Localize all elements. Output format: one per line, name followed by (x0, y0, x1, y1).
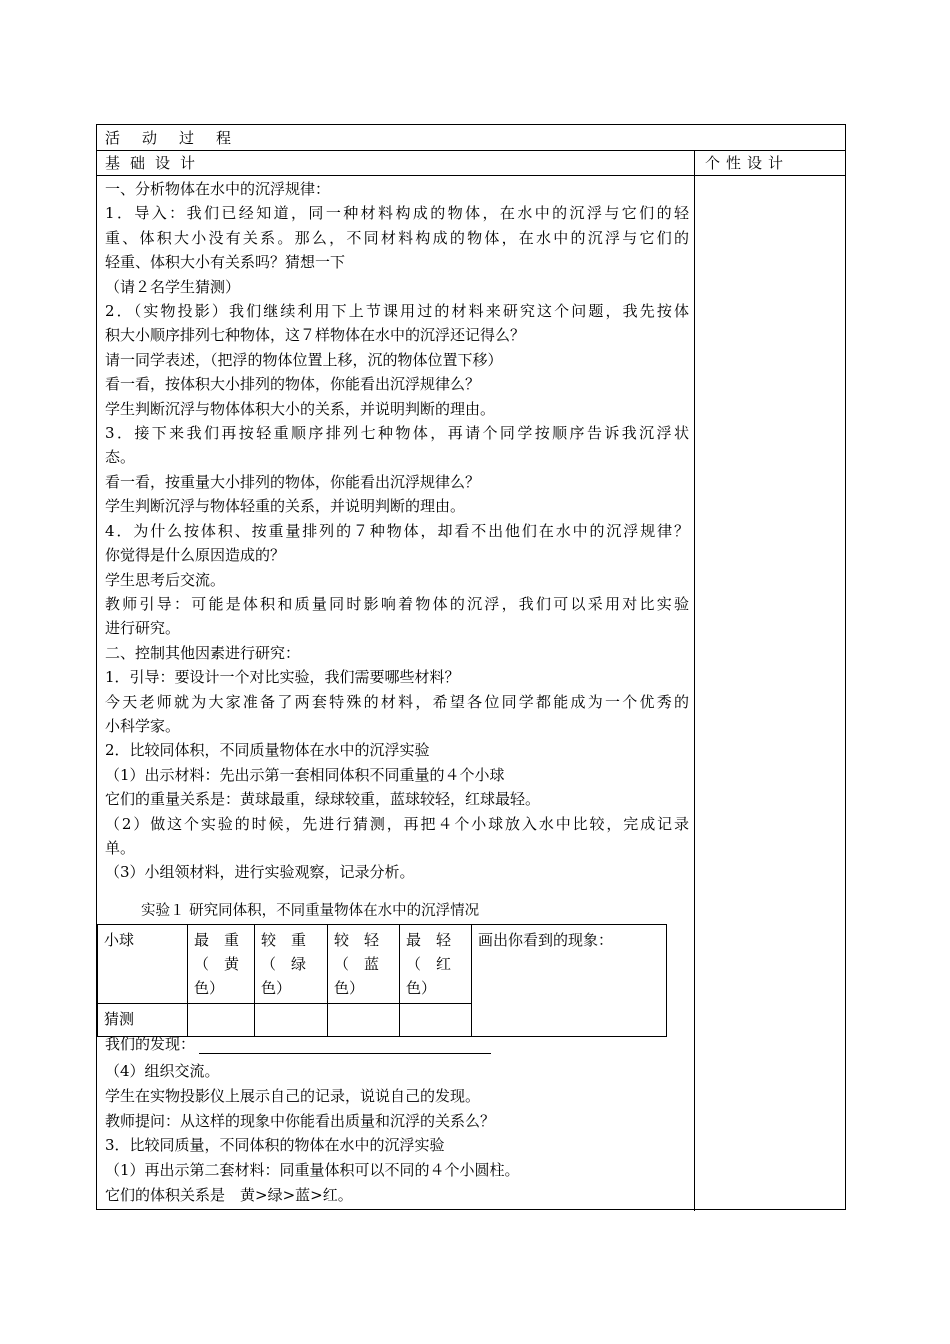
content-line: 态。 (105, 448, 136, 467)
table-cell-empty (400, 1004, 472, 1037)
table-cell-lightest (400, 925, 472, 1004)
basic-design-title: 基础设计 (105, 154, 206, 172)
cell-text: 最 重 (194, 931, 240, 949)
content-line: 它们的体积关系是 黄>绿>蓝>红。 (105, 1185, 353, 1204)
cell-text: 画出你看到的现象： (478, 931, 614, 949)
cell-text: 较 轻 (334, 931, 380, 949)
lesson-plan-table (96, 124, 846, 1210)
design-header-row (97, 151, 845, 176)
content-line: 学生判断沉浮与物体体积大小的关系，并说明判断的理由。 (105, 399, 496, 418)
table-row (98, 925, 667, 1004)
content-line: 它们的重量关系是：黄球最重，绿球较重，蓝球较轻，红球最轻。 (105, 790, 541, 809)
content-line: 4．为什么按体积、按重量排列的７种物体，却看不出他们在水中的沉浮规律？ (105, 521, 689, 540)
cell-text: 猜测 (104, 1010, 135, 1028)
content-line: 3．比较同质量，不同体积的物体在水中的沉浮实验 (105, 1136, 445, 1155)
content-line: 教师提问：从这样的现象中你能看出质量和沉浮的关系么？ (105, 1111, 496, 1130)
activity-process-header (97, 125, 845, 151)
discovery-blank-line (199, 1037, 491, 1054)
cell-text: （ 黄 (194, 955, 240, 973)
our-discovery (105, 1033, 491, 1054)
content-line: 重、体积大小没有关系。那么，不同材料构成的物体，在水中的沉浮与它们的 (105, 228, 689, 247)
table-cell-draw-phenomenon (472, 925, 667, 1037)
table-cell-heavier (255, 925, 328, 1004)
cell-text: （ 红 (406, 955, 452, 973)
table-cell-empty (188, 1004, 255, 1037)
content-line: 积大小顺序排列七种物体，这７样物体在水中的沉浮还记得么？ (105, 326, 526, 345)
cell-text: （ 蓝 (334, 955, 380, 973)
content-line: （3）小组领材料，进行实验观察，记录分析。 (105, 863, 415, 882)
cell-text: （ 绿 (261, 955, 307, 973)
content-line: （1）出示材料：先出示第一套相同体积不同重量的４个小球 (105, 765, 505, 784)
content-line: 教师引导：可能是体积和质量同时影响着物体的沉浮，我们可以采用对比实验 (105, 594, 689, 613)
content-line: 轻重、体积大小有关系吗？猜想一下 (105, 253, 346, 272)
content-line: 今天老师就为大家准备了两套特殊的材料，希望各位同学都能成为一个优秀的 (105, 692, 689, 711)
content-line: （2）做这个实验的时候，先进行猜测，再把４个小球放入水中比较，完成记录 (105, 814, 689, 833)
content-line: 1．导入：我们已经知道，同一种材料构成的物体，在水中的沉浮与它们的轻 (105, 204, 689, 223)
table-cell-guess-label (98, 1004, 188, 1037)
lesson-content (105, 177, 689, 885)
content-line: （请２名学生猜测） (105, 277, 241, 296)
content-line: 3．接下来我们再按轻重顺序排列七种物体，再请个同学按顺序告诉我沉浮状 (105, 424, 689, 443)
content-line: 看一看，按体积大小排列的物体，你能看出沉浮规律么？ (105, 375, 481, 394)
activity-process-title: 活动过程 (105, 129, 254, 147)
cell-text: 色） (194, 979, 225, 997)
cell-text: 色） (406, 979, 437, 997)
cell-text: 较 重 (261, 931, 307, 949)
cell-text: 色） (334, 979, 365, 997)
content-line: 学生在实物投影仪上展示自己的记录，说说自己的发现。 (105, 1086, 481, 1105)
content-line: 小科学家。 (105, 716, 181, 735)
content-line: （4）组织交流。 (105, 1062, 220, 1080)
content-line: （1）再出示第二套材料：同重量体积可以不同的４个小圆柱。 (105, 1161, 520, 1180)
content-line: 2．比较同体积，不同质量物体在水中的沉浮实验 (105, 741, 430, 760)
table-cell-heaviest (188, 925, 255, 1004)
personal-design-title: 个性设计 (705, 154, 790, 172)
content-line: 你觉得是什么原因造成的？ (105, 546, 286, 565)
content-line: 2．（实物投影）我们继续利用下上节课用过的材料来研究这个问题，我先按体 (105, 302, 689, 321)
content-line: 二、控制其他因素进行研究： (105, 643, 301, 662)
content-line: 一、分析物体在水中的沉浮规律： (105, 180, 331, 198)
lesson-content-continued (105, 1059, 689, 1208)
cell-text: 色） (261, 979, 292, 997)
experiment-caption: 实验１ 研究同体积，不同重量物体在水中的沉浮情况 (141, 903, 480, 919)
content-line: 学生思考后交流。 (105, 570, 226, 589)
content-line: 进行研究。 (105, 619, 181, 638)
cell-text: 小球 (104, 931, 135, 949)
table-cell-lighter (328, 925, 400, 1004)
content-line: 学生判断沉浮与物体轻重的关系，并说明判断的理由。 (105, 497, 466, 516)
table-cell-ball-label (98, 925, 188, 1004)
content-line: 单。 (105, 838, 136, 857)
column-divider (694, 151, 695, 1211)
table-cell-empty (328, 1004, 400, 1037)
cell-text: 最 轻 (406, 931, 452, 949)
discovery-label: 我们的发现： (105, 1035, 196, 1053)
content-line: 看一看，按重量大小排列的物体，你能看出沉浮规律么？ (105, 472, 481, 491)
content-line: 1．引导：要设计一个对比实验，我们需要哪些材料？ (105, 668, 460, 687)
experiment-record-table (97, 924, 667, 1037)
content-line: 请一同学表述，（把浮的物体位置上移，沉的物体位置下移） (105, 350, 503, 369)
table-cell-empty (255, 1004, 328, 1037)
